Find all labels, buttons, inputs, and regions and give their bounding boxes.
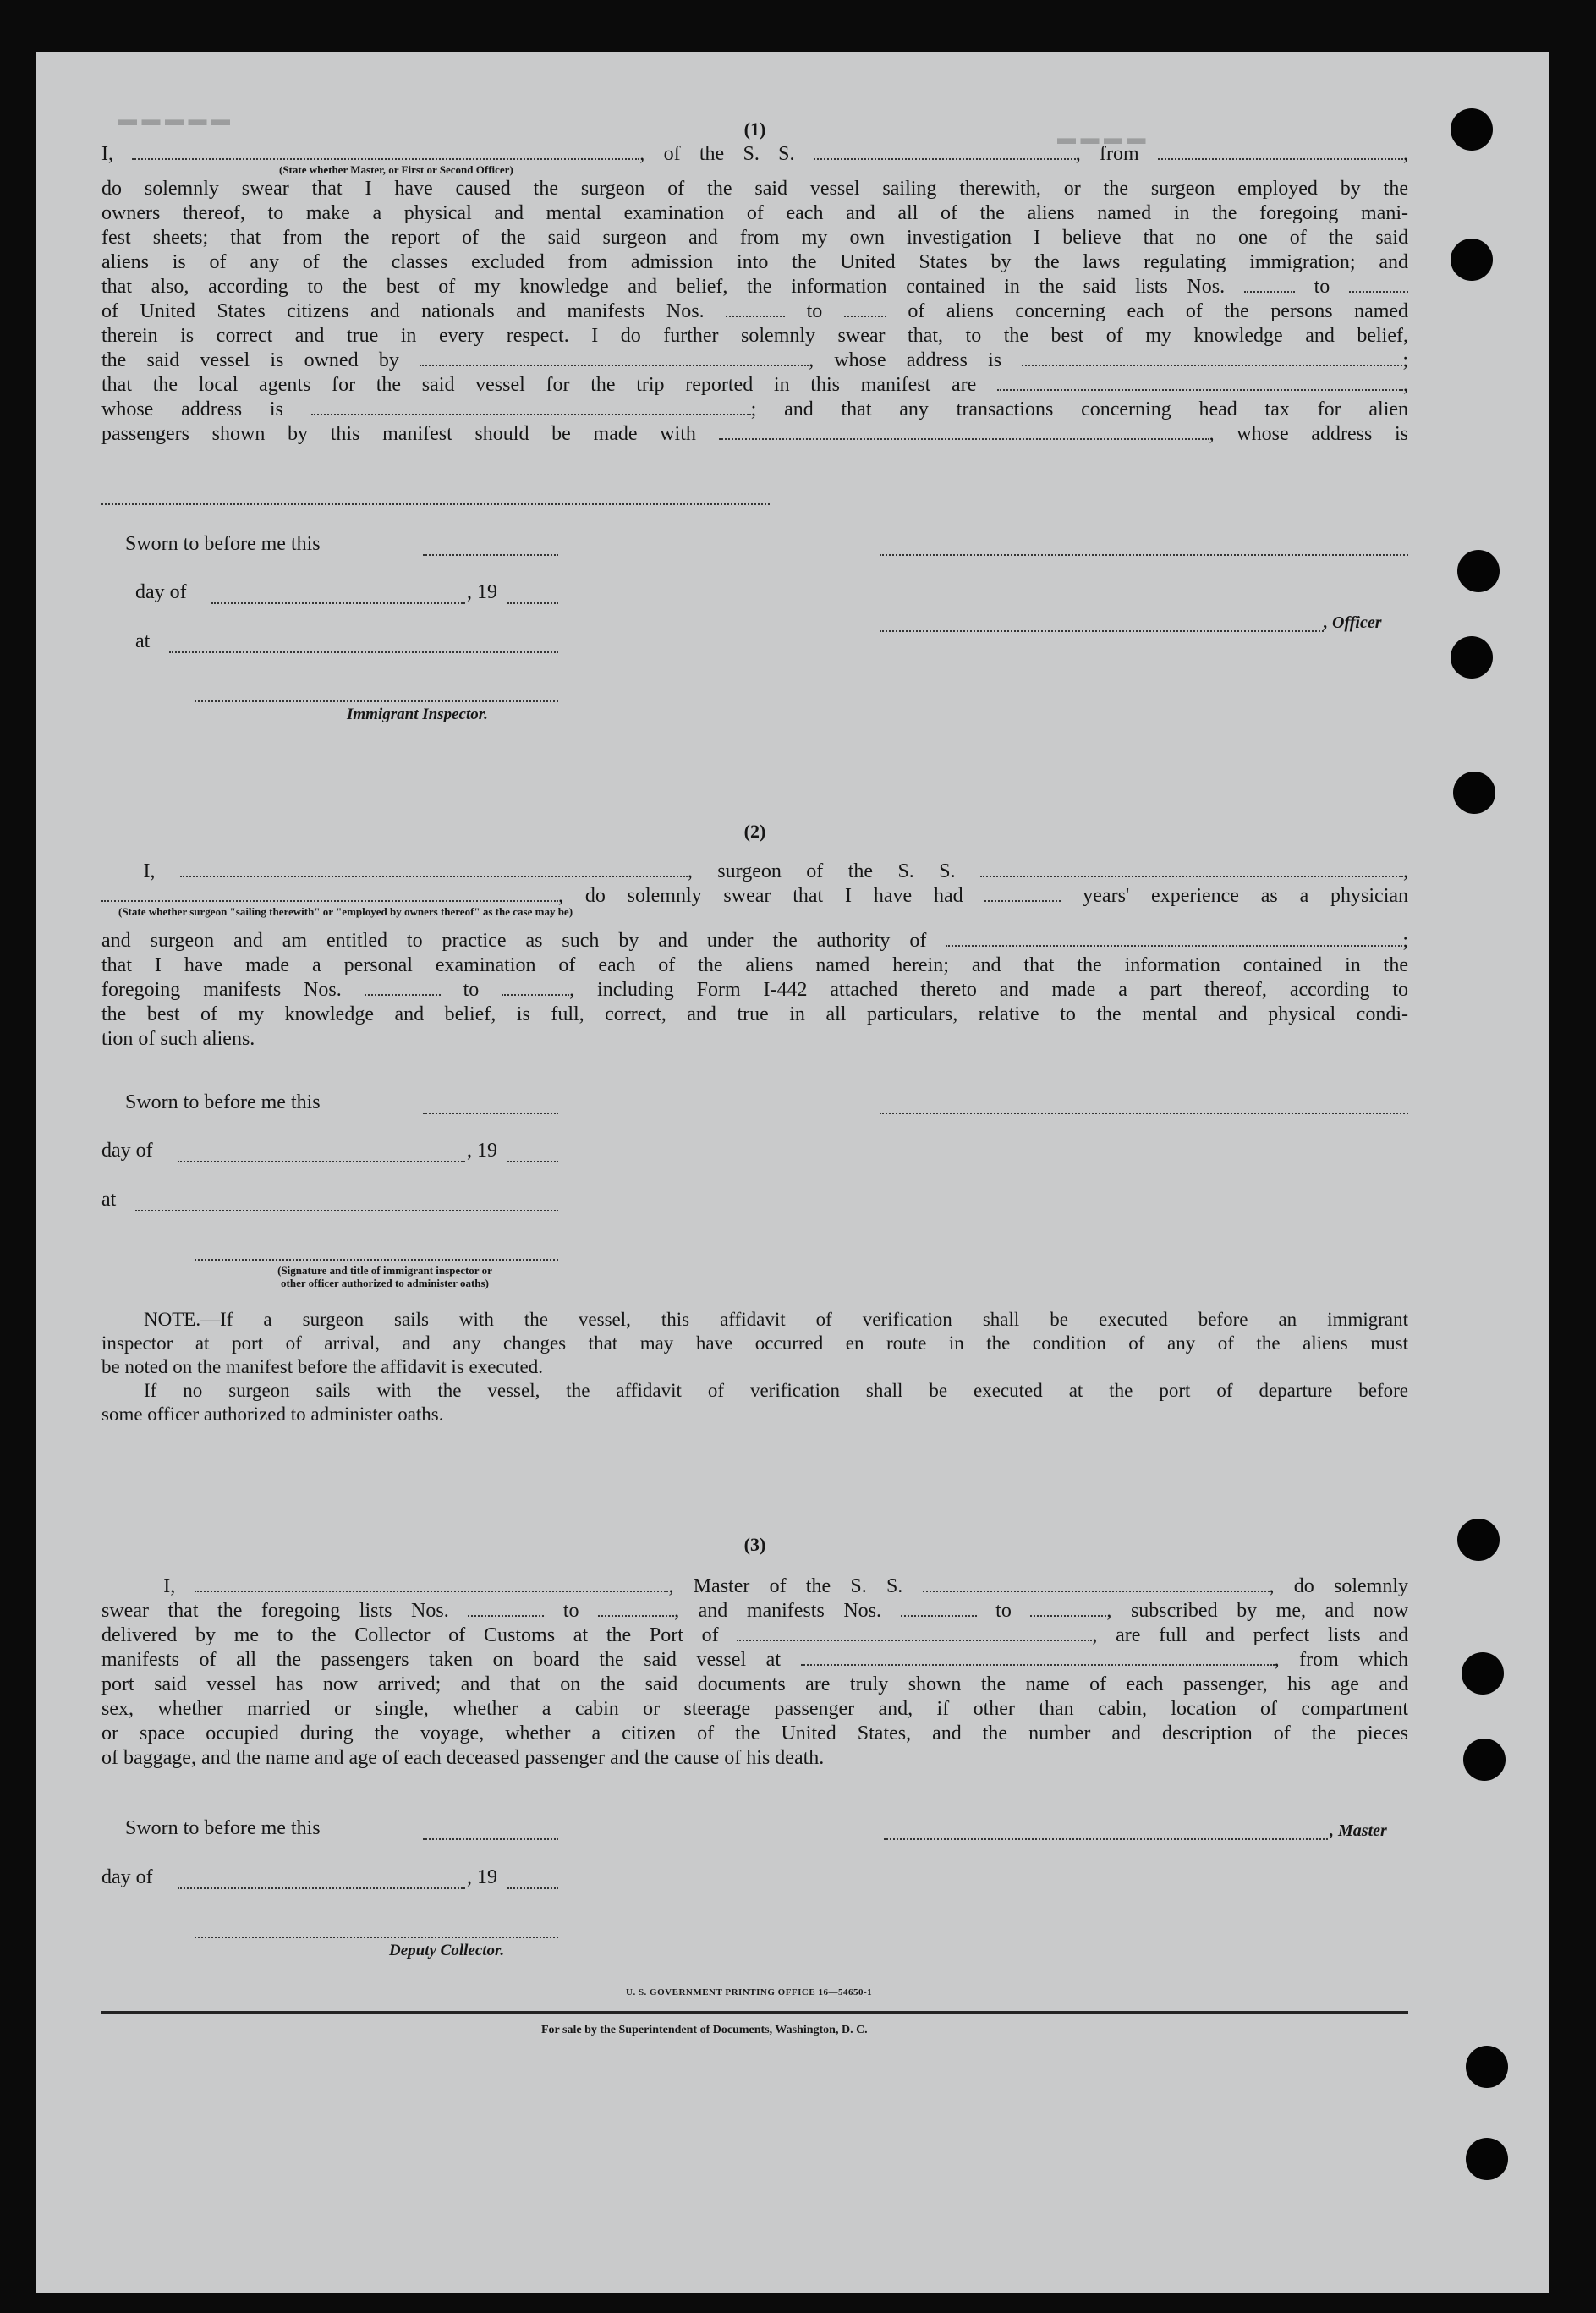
punch-hole [1457, 550, 1500, 592]
owner-field[interactable] [420, 349, 809, 366]
from-port-field[interactable] [1158, 143, 1403, 160]
sworn-day-field[interactable] [423, 1113, 558, 1114]
head-tax-address-field[interactable] [101, 503, 770, 505]
officer-signature-line[interactable] [880, 554, 1408, 556]
master-signature-line[interactable] [884, 1838, 1328, 1840]
surgeon-status-field[interactable] [101, 885, 558, 902]
deputy-label: Deputy Collector. [389, 1942, 505, 1959]
year-field[interactable] [507, 602, 558, 604]
note-text: some officer authorized to administer oaths. [101, 1404, 444, 1425]
surgeon-signature-line[interactable] [880, 1113, 1408, 1114]
day-of-label: day of [101, 1866, 153, 1888]
officer-label: , Officer [1324, 613, 1382, 632]
officer-name-field[interactable] [132, 143, 639, 160]
note-text: inspector at port of arrival, and any changes that may have occurred en route in the condition of any of the aliens must [101, 1332, 1408, 1354]
note-text: NOTE.—If a surgeon sails with the vessel, this affidavit of verification shall be executed before an immigrant [144, 1309, 1408, 1330]
surgeon-text-line: and surgeon and am entitled to practice as such by and under the authority of ; [101, 930, 1409, 952]
agents-field[interactable] [997, 374, 1403, 391]
oath-text-line: whose address is ; and that any transactions concerning head tax for alien [101, 398, 1409, 420]
punch-hole [1457, 1519, 1500, 1561]
day-of-field[interactable] [178, 1887, 465, 1889]
master-text-line: swear that the foregoing lists Nos. to , and manifests Nos. to , subscribed by me, and now [101, 1600, 1409, 1622]
year-label: , 19 [467, 1140, 497, 1162]
master-text-line: or space occupied during the voyage, whether a citizen of the United States, and the number and description of the pieces [101, 1722, 1408, 1744]
punch-hole [1453, 772, 1495, 814]
surgeon-caption: (State whether surgeon "sailing therewith" or "employed by owners thereof" as the case may be) [118, 905, 573, 918]
punch-hole [1462, 1652, 1504, 1695]
vessel-name-field[interactable] [814, 143, 1076, 160]
oath-text-line: that the local agents for the said vessel for the trip reported in this manifest are , [101, 374, 1408, 396]
bleed-through-mark: ▬ ▬ ▬ ▬ ▬ [118, 108, 230, 129]
master-lists-from-field[interactable] [468, 1600, 544, 1617]
surgeon-text-line: the best of my knowledge and belief, is full, correct, and true in all particulars, relative to the mental and physical condi- [101, 1003, 1408, 1025]
master-manifests-from-field[interactable] [901, 1600, 977, 1617]
section-number: (3) [743, 1534, 766, 1555]
punch-hole [1463, 1739, 1506, 1781]
punch-hole [1466, 2138, 1508, 2180]
surgeon-name-field[interactable] [180, 860, 688, 877]
manifests-to-field[interactable] [844, 300, 886, 317]
day-of-field[interactable] [211, 602, 465, 604]
year-field[interactable] [507, 1887, 558, 1889]
master-text-line: manifests of all the passengers taken on board the said vessel at , from which [101, 1649, 1408, 1671]
punch-hole [1451, 239, 1493, 281]
surgeon-text-line: tion of such aliens. [101, 1028, 255, 1050]
years-experience-field[interactable] [984, 885, 1061, 902]
oath-text-line: owners thereof, to make a physical and mental examination of each and all of the aliens named in the foregoing mani- [101, 202, 1408, 224]
punch-hole [1451, 636, 1493, 679]
sworn-label: Sworn to before me this [125, 1817, 321, 1839]
year-label: , 19 [467, 581, 497, 603]
surgeon-line: I, , surgeon of the S. S. , [143, 860, 1409, 882]
authority-field[interactable] [946, 930, 1402, 947]
at-place-field[interactable] [135, 1210, 558, 1211]
sworn-label: Sworn to before me this [125, 533, 321, 555]
master-text-line: of baggage, and the name and age of each deceased passenger and the cause of his death. [101, 1747, 825, 1769]
note-block [101, 1308, 1408, 1426]
oath-text-line: that also, according to the best of my knowledge and belief, the information contained in the said lists Nos. to [101, 275, 1408, 299]
surgeon-vessel-field[interactable] [980, 860, 1403, 877]
surgeon-text-line: foregoing manifests Nos. to , including Form I-442 attached thereto and made a part thereof, according to [101, 979, 1409, 1001]
oath-text-line: therein is correct and true in every respect. I do further solemnly swear that, to the best of my knowledge and belief, [101, 325, 1408, 347]
section-1 [101, 118, 1409, 723]
section-2 [101, 821, 1409, 1425]
surgeon-text-line: that I have made a personal examination of each of the aliens named herein; and that the information contained in the [101, 954, 1408, 976]
master-text-line: delivered by me to the Collector of Customs at the Port of , are full and perfect lists and [101, 1624, 1408, 1646]
inspector-signature-line[interactable] [195, 1259, 558, 1261]
master-text-line: I, , Master of the S. S. , do solemnly [163, 1575, 1408, 1597]
oath-text-line: passengers shown by this manifest should be made with , whose address is [101, 423, 1408, 445]
at-place-field[interactable] [169, 651, 558, 653]
lists-to-field[interactable] [1349, 276, 1408, 293]
section-number: (1) [743, 118, 766, 140]
sworn-label: Sworn to before me this [125, 1091, 321, 1113]
officer-line: I, , of the S. S. , from , [101, 143, 1409, 165]
master-label: , Master [1330, 1821, 1387, 1840]
master-name-field[interactable] [195, 1575, 668, 1592]
oath-text-line: the said vessel is owned by , whose address is ; [101, 349, 1409, 371]
master-lists-to-field[interactable] [598, 1600, 674, 1617]
surgeon-line: , do solemnly swear that I have had years' experience as a physician [101, 884, 1408, 909]
officer-caption: (State whether Master, or First or Second Officer) [279, 163, 513, 176]
surgeon-manifests-from-field[interactable] [365, 979, 441, 996]
head-tax-contact-field[interactable] [719, 423, 1209, 440]
owner-address-field[interactable] [1022, 349, 1402, 366]
oath-text-line: do solemnly swear that I have caused the surgeon of the said vessel sailing therewith, or the surgeon employed by the [101, 178, 1408, 200]
year-field[interactable] [507, 1161, 558, 1162]
at-label: at [135, 630, 151, 652]
surgeon-manifests-to-field[interactable] [502, 979, 569, 996]
signature-caption: (Signature and title of immigrant inspector or other officer authorized to administer oaths) [277, 1264, 492, 1289]
section-number: (2) [743, 821, 766, 842]
year-label: , 19 [467, 1866, 497, 1888]
gpo-imprint: U. S. GOVERNMENT PRINTING OFFICE 16—54650-1 [626, 1987, 873, 1997]
port-of-departure-field[interactable] [801, 1649, 1275, 1666]
day-of-field[interactable] [178, 1161, 465, 1162]
sale-notice: For sale by the Superintendent of Documents, Washington, D. C. [541, 2024, 868, 2036]
sworn-day-field[interactable] [423, 1838, 558, 1840]
punch-hole [1466, 2046, 1508, 2088]
oath-text-line: of United States citizens and nationals and manifests Nos. to of aliens concerning each of the persons named [101, 300, 1409, 322]
footer-rule [101, 2011, 1408, 2014]
note-text: If no surgeon sails with the vessel, the affidavit of verification shall be executed at the port of departure before [144, 1380, 1408, 1401]
note-text: be noted on the manifest before the affidavit is executed. [101, 1356, 543, 1377]
manifests-from-field[interactable] [726, 300, 785, 317]
inspector-label: Immigrant Inspector. [347, 706, 488, 723]
punch-hole [1451, 108, 1493, 151]
sworn-day-field[interactable] [423, 554, 558, 556]
section-3 [101, 1534, 1409, 1997]
agents-address-field[interactable] [311, 398, 751, 415]
port-of-arrival-field[interactable] [737, 1624, 1092, 1641]
oath-text-line: aliens is of any of the classes excluded from admission into the United States by the laws regulating immigration; and [101, 251, 1408, 273]
master-text-line: port said vessel has now arrived; and that on the said documents are truly shown the name of each passenger, his age and [101, 1673, 1408, 1695]
inspector-signature-line[interactable] [195, 700, 558, 702]
bleed-through-mark: ▬ ▬ ▬ ▬ [1057, 127, 1146, 148]
deputy-signature-line[interactable] [195, 1937, 558, 1938]
master-manifests-to-field[interactable] [1030, 1600, 1106, 1617]
master-text-line: sex, whether married or single, whether a cabin or steerage passenger and, if other than cabin, location of compartment [101, 1698, 1408, 1720]
master-vessel-field[interactable] [923, 1575, 1270, 1592]
oath-text-line: fest sheets; that from the report of the said surgeon and from my own investigation I believe that no one of the said [101, 227, 1408, 249]
officer-title-line[interactable] [880, 630, 1324, 632]
day-of-label: day of [135, 581, 187, 603]
lists-from-field[interactable] [1244, 276, 1295, 293]
at-label: at [101, 1189, 117, 1211]
day-of-label: day of [101, 1140, 153, 1162]
